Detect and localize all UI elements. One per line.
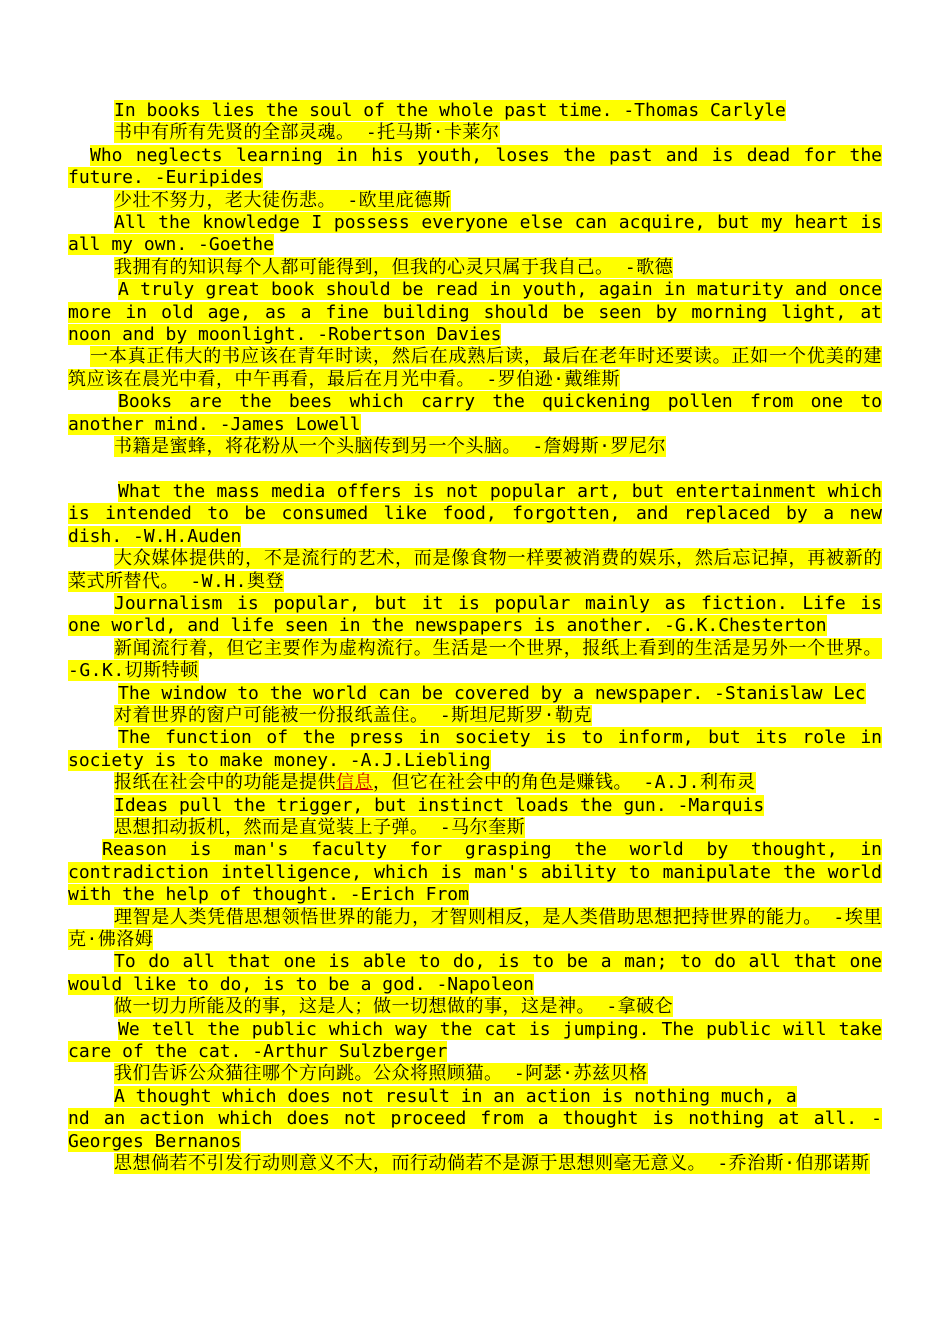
quote-text: The window to the world can be covered by a newspaper. -Stanislaw Lec xyxy=(118,682,866,704)
quote-paragraph xyxy=(68,100,882,122)
quote-text: The function of the press in society is to inform, but its role in society is to make money. -A.J.Liebling xyxy=(68,727,882,771)
quote-paragraph xyxy=(68,391,882,436)
quote-paragraph xyxy=(68,279,882,346)
quote-paragraph xyxy=(68,817,882,839)
quote-paragraph xyxy=(68,839,882,906)
quote-text: nd an action which does not proceed from a thought is nothing at all. -Georges Bernanos xyxy=(68,1108,882,1152)
quote-text: 书籍是蜜蜂，将花粉从一个头脑传到另一个头脑。 -詹姆斯·罗尼尔 xyxy=(114,436,667,458)
quote-text: Reason is man's faculty for grasping the world by thought, in contradiction intelligence, which is man's ability to manipulate the world with the help of thought. -Erich From xyxy=(68,839,882,906)
quote-text-start: 报纸在社会中的功能是提供 xyxy=(114,772,336,794)
quote-text: We tell the public which way the cat is jumping. The public will take care of the cat. -Arthur Sulzberger xyxy=(68,1018,882,1063)
quote-paragraph xyxy=(68,907,882,952)
quote-paragraph xyxy=(68,795,882,817)
quote-text: In books lies the soul of the whole past time. -Thomas Carlyle xyxy=(114,100,786,121)
quote-paragraph xyxy=(68,996,882,1018)
quote-paragraph xyxy=(68,1153,882,1175)
paragraph-gap xyxy=(68,459,882,481)
quote-text: 思想扣动扳机，然而是直觉装上子弹。 -马尔奎斯 xyxy=(114,816,526,838)
quote-text: Ideas pull the trigger, but instinct loads the gun. -Marquis xyxy=(114,794,765,816)
document-page xyxy=(68,100,882,1175)
quote-text: To do all that one is able to do, is to be a man; to do all that one would like to do, is to be a god. -Napoleon xyxy=(68,951,882,995)
quote-text: 少壮不努力，老大徒伤悲。 -欧里庇德斯 xyxy=(114,189,452,211)
quote-paragraph xyxy=(68,727,882,772)
quote-paragraph xyxy=(68,145,882,190)
quote-paragraph xyxy=(68,346,882,391)
quote-text: 大众媒体提供的，不是流行的艺术，而是像食物一样要被消费的娱乐，然后忘记掉，再被新的菜式所替代。 -W.H.奥登 xyxy=(68,548,882,592)
quote-text: 做一切力所能及的事，这是人；做一切想做的事，这是神。 -拿破仑 xyxy=(114,996,674,1018)
quote-paragraph xyxy=(68,257,882,279)
quote-paragraph xyxy=(68,481,882,548)
quote-text: A thought which does not result in an action is nothing much, a xyxy=(114,1085,797,1107)
quote-paragraph xyxy=(68,772,882,794)
quote-text: 新闻流行着，但它主要作为虚构流行。生活是一个世界，报纸上看到的生活是另外一个世界。 -G.K.切斯特顿 xyxy=(68,637,882,682)
quote-paragraph xyxy=(68,1108,882,1153)
quote-paragraph xyxy=(68,638,882,683)
quote-paragraph xyxy=(68,1086,882,1108)
quote-text: Books are the bees which carry the quickening pollen from one to another mind. -James Lowell xyxy=(68,391,882,435)
quote-paragraph xyxy=(68,122,882,144)
quote-text: 一本真正伟大的书应该在青年时读，然后在成熟后读，最后在老年时还要读。正如一个优美的建筑应该在晨光中看，中午再看，最后在月光中看。 -罗伯逊·戴维斯 xyxy=(68,346,882,390)
quote-paragraph xyxy=(68,683,882,705)
quote-text: 我们告诉公众猫往哪个方向跳。公众将照顾猫。 -阿瑟·苏兹贝格 xyxy=(114,1063,648,1085)
quote-paragraph xyxy=(68,212,882,257)
quote-paragraph xyxy=(68,436,882,458)
quote-text: 理智是人类凭借思想领悟世界的能力，才智则相反，是人类借助思想把持世界的能力。 -埃里克·佛洛姆 xyxy=(68,906,882,951)
quote-paragraph xyxy=(68,705,882,727)
quote-text: 思想倘若不引发行动则意义不大，而行动倘若不是源于思想则毫无意义。 -乔治斯·伯那诺斯 xyxy=(114,1153,870,1175)
quote-text: Journalism is popular, but it is popular mainly as fiction. Life is one world, and life seen in the newspapers is another. -G.K.Chesterton xyxy=(68,592,882,637)
quote-text: Who neglects learning in his youth, loses the past and is dead for the future. -Euripides xyxy=(68,144,882,189)
quote-paragraph xyxy=(68,548,882,593)
quote-paragraph xyxy=(68,190,882,212)
quote-paragraph xyxy=(68,1063,882,1085)
quote-paragraph xyxy=(68,1019,882,1064)
quote-text: All the knowledge I possess everyone else can acquire, but my heart is all my own. -Goethe xyxy=(68,212,882,256)
quote-text: What the mass media offers is not popular art, but entertainment which is intended to be consumed like food, forgotten, and replaced by a new dish. -W.H.Auden xyxy=(68,480,882,547)
quote-text-end: ，但它在社会中的角色是赚钱。 -A.J.利布灵 xyxy=(373,772,756,794)
quote-text: A truly great book should be read in youth, again in maturity and once more in old age, as a fine building should be seen by morning light, at noon and by moonlight. -Robertson Davies xyxy=(68,279,882,346)
quote-text: 我拥有的知识每个人都可能得到，但我的心灵只属于我自己。 -歌德 xyxy=(114,256,674,278)
quote-paragraph xyxy=(68,951,882,996)
quote-text: 对着世界的窗户可能被一份报纸盖住。 -斯坦尼斯罗·勒克 xyxy=(114,704,593,726)
quote-paragraph xyxy=(68,593,882,638)
quote-text: 书中有所有先贤的全部灵魂。 -托马斯·卡莱尔 xyxy=(114,122,500,144)
information-link[interactable]: 信息 xyxy=(336,772,373,794)
